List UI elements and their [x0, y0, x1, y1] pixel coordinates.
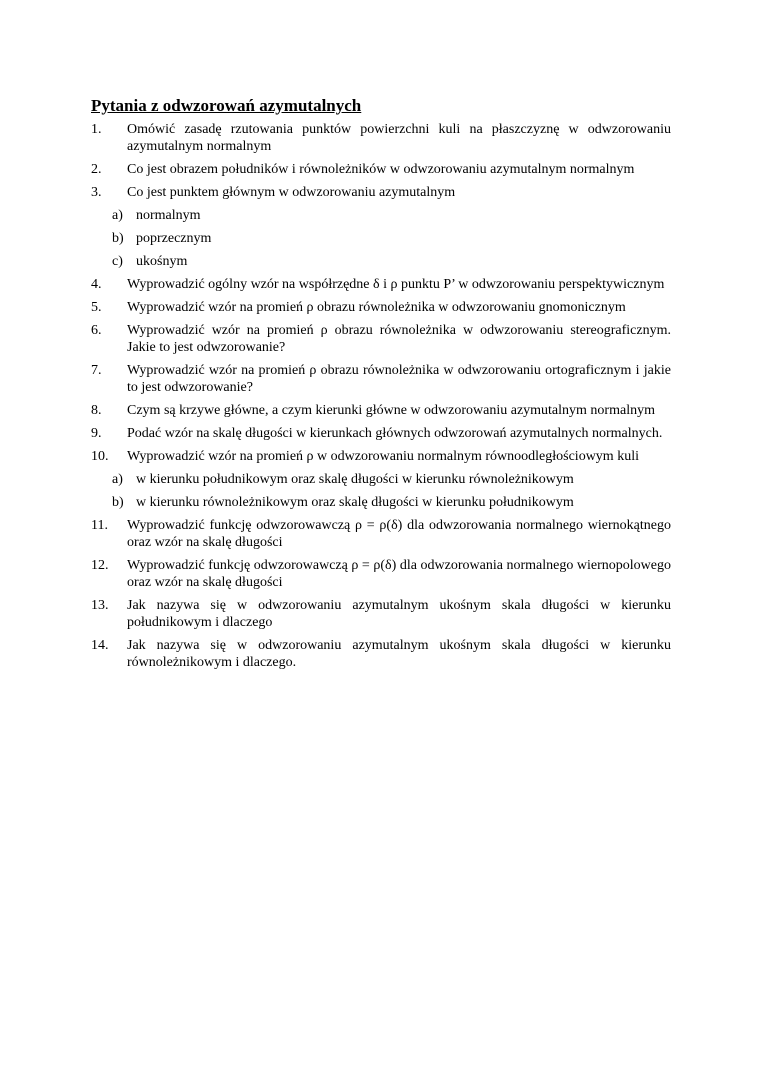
document-content [91, 95, 671, 677]
question-text: Co jest obrazem południków i równoleżników w odwzorowaniu azymutalnym normalnym [127, 162, 635, 177]
question-text: Jak nazywa się w odwzorowaniu azymutalnym ukośnym skala długości w kierunku południkowym i dlaczego [127, 598, 671, 630]
question-number: 1. [91, 122, 102, 137]
question-text: Czym są krzywe główne, a czym kierunki główne w odwzorowaniu azymutalnym normalnym [127, 403, 655, 418]
question-text: Wyprowadzić ogólny wzór na współrzędne δ i ρ punktu P’ w odwzorowaniu perspektywicznym [127, 277, 665, 292]
sub-item [91, 207, 671, 224]
question-number: 10. [91, 449, 109, 464]
question-item [91, 276, 671, 293]
sub-item-letter: a) [112, 472, 123, 487]
question-number: 2. [91, 162, 102, 177]
sub-item-text: poprzecznym [136, 231, 212, 246]
question-number: 9. [91, 426, 102, 441]
sub-item-text: w kierunku południkowym oraz skalę długości w kierunku równoleżnikowym [136, 472, 574, 487]
question-item [91, 597, 671, 631]
question-text: Wyprowadzić wzór na promień ρ obrazu równoleżnika w odwzorowaniu stereograficznym. Jakie to jest odwzorowanie? [127, 323, 671, 355]
question-item [91, 517, 671, 551]
question-item [91, 362, 671, 396]
question-text: Wyprowadzić funkcję odwzorowawczą ρ = ρ(δ) dla odwzorowania normalnego wiernokątnego oraz wzór na skalę długości [127, 518, 671, 550]
question-list [91, 517, 671, 671]
page-title: Pytania z odwzorowań azymutalnych [91, 96, 362, 115]
question-text: Podać wzór na skalę długości w kierunkach głównych odwzorowań azymutalnych normalnych. [127, 426, 663, 441]
question-item [91, 425, 671, 442]
question-text: Omówić zasadę rzutowania punktów powierzchni kuli na płaszczyznę w odwzorowaniu azymutalnym normalnym [127, 122, 671, 154]
question-number: 11. [91, 518, 108, 533]
question-item [91, 161, 671, 178]
sub-item [91, 253, 671, 270]
sub-list-question-10 [91, 471, 671, 511]
question-number: 7. [91, 363, 102, 378]
sub-list-question-3 [91, 207, 671, 270]
question-item [91, 637, 671, 671]
question-item [91, 448, 671, 465]
question-list [91, 121, 671, 201]
sub-item-text: ukośnym [136, 254, 188, 269]
sub-item-text: normalnym [136, 208, 201, 223]
question-text: Jak nazywa się w odwzorowaniu azymutalnym ukośnym skala długości w kierunku równoleżnikowym i dlaczego. [127, 638, 671, 670]
sub-item [91, 471, 671, 488]
question-number: 3. [91, 185, 102, 200]
question-number: 13. [91, 598, 109, 613]
sub-item [91, 230, 671, 247]
sub-item-letter: c) [112, 254, 123, 269]
question-list [91, 276, 671, 465]
question-item [91, 121, 671, 155]
sub-item-letter: b) [112, 495, 124, 510]
question-item [91, 299, 671, 316]
sub-item [91, 494, 671, 511]
sub-item-letter: a) [112, 208, 123, 223]
question-number: 8. [91, 403, 102, 418]
question-item [91, 402, 671, 419]
question-text: Wyprowadzić wzór na promień ρ obrazu równoleżnika w odwzorowaniu gnomonicznym [127, 300, 626, 315]
question-item [91, 557, 671, 591]
question-text: Wyprowadzić wzór na promień ρ obrazu równoleżnika w odwzorowaniu ortograficznym i jakie to jest odwzorowanie? [127, 363, 671, 395]
question-text: Wyprowadzić wzór na promień ρ w odwzorowaniu normalnym równoodległościowym kuli [127, 449, 639, 464]
question-item [91, 184, 671, 201]
question-number: 12. [91, 558, 109, 573]
question-number: 4. [91, 277, 102, 292]
question-number: 5. [91, 300, 102, 315]
question-text: Wyprowadzić funkcję odwzorowawczą ρ = ρ(δ) dla odwzorowania normalnego wiernopolowego oraz wzór na skalę długości [127, 558, 671, 590]
sub-item-text: w kierunku równoleżnikowym oraz skalę długości w kierunku południkowym [136, 495, 574, 510]
question-item [91, 322, 671, 356]
question-number: 14. [91, 638, 109, 653]
question-text: Co jest punktem głównym w odwzorowaniu azymutalnym [127, 185, 456, 200]
sub-item-letter: b) [112, 231, 124, 246]
question-number: 6. [91, 323, 102, 338]
